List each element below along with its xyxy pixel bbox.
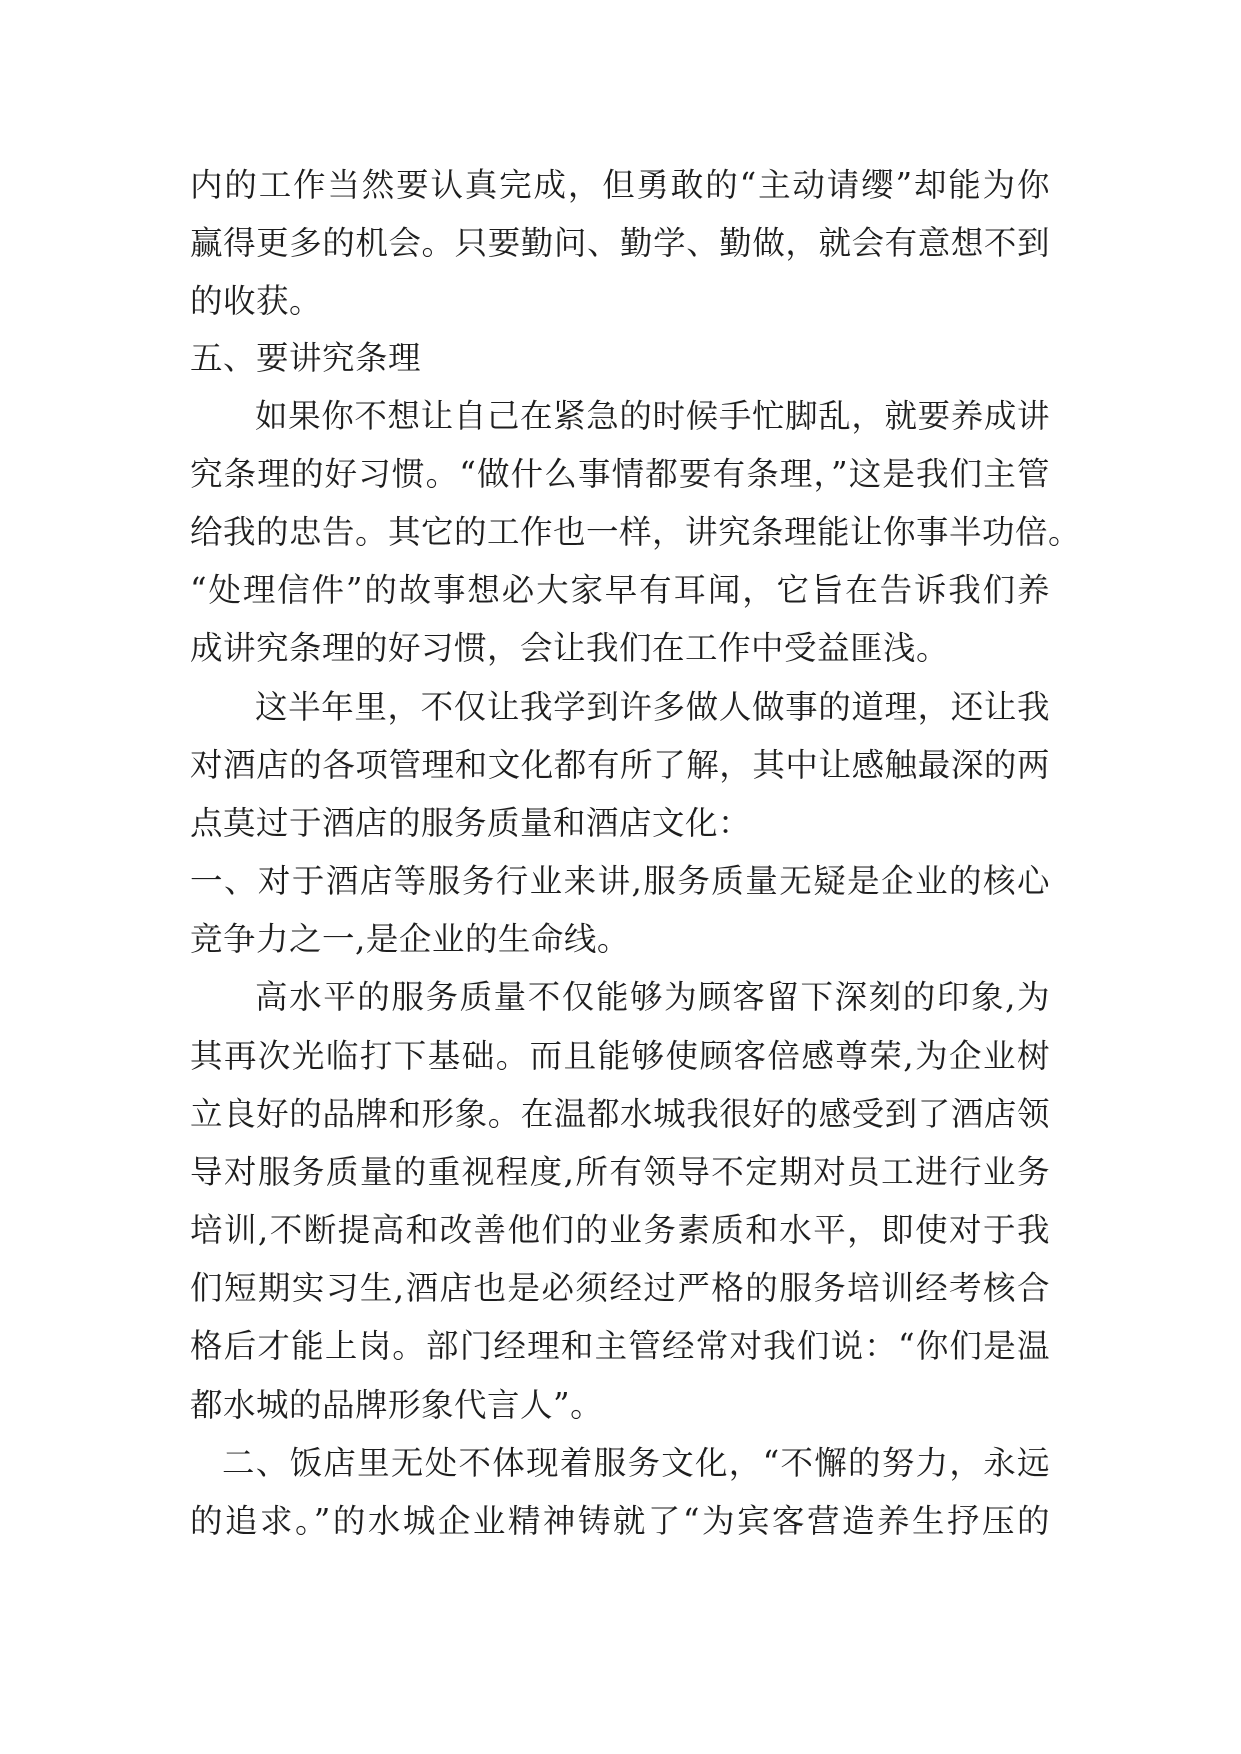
- section-heading-5: 五、要讲究条理: [190, 339, 422, 377]
- body-line-3: 的收获。: [190, 282, 323, 320]
- section-heading-1: 一、对于酒店等服务行业来讲,服务质量无疑是企业的核心: [190, 862, 1050, 900]
- body-line-6: 究条理的好习惯。“做什么事情都要有条理，”这是我们主管: [190, 455, 1050, 493]
- body-line-14: 竞争力之一,是企业的生命线。: [190, 920, 630, 958]
- body-line-9: 成讲究条理的好习惯，会让我们在工作中受益匪浅。: [190, 629, 950, 667]
- body-line-22: 都水城的品牌形象代言人”。: [190, 1386, 604, 1424]
- body-line-20: 们短期实习生,酒店也是必须经过严格的服务培训经考核合: [190, 1269, 1050, 1307]
- body-line-19: 培训,不断提高和改善他们的业务素质和水平，即使对于我: [190, 1211, 1050, 1249]
- body-line-16: 其再次光临打下基础。而且能够使顾客倍感尊荣,为企业树: [190, 1037, 1050, 1075]
- body-line-24: 的追求。”的水城企业精神铸就了“为宾客营造养生抒压的: [190, 1502, 1050, 1540]
- body-line-10: 这半年里，不仅让我学到许多做人做事的道理，还让我: [255, 688, 1050, 726]
- body-line-15: 高水平的服务质量不仅能够为顾客留下深刻的印象,为: [255, 978, 1050, 1016]
- body-line-2: 赢得更多的机会。只要勤问、勤学、勤做，就会有意想不到: [190, 224, 1050, 262]
- section-heading-2: 二、饭店里无处不体现着服务文化，“不懈的努力，永远: [222, 1444, 1050, 1482]
- body-line-7: 给我的忠告。其它的工作也一样，讲究条理能让你事半功倍。: [190, 513, 1082, 551]
- body-line-17: 立良好的品牌和形象。在温都水城我很好的感受到了酒店领: [190, 1095, 1050, 1133]
- body-line-1: 内的工作当然要认真完成，但勇敢的“主动请缨”却能为你: [190, 166, 1050, 204]
- body-line-11: 对酒店的各项管理和文化都有所了解，其中让感触最深的两: [190, 746, 1050, 784]
- body-line-12: 点莫过于酒店的服务质量和酒店文化：: [190, 804, 752, 842]
- body-line-18: 导对服务质量的重视程度,所有领导不定期对员工进行业务: [190, 1153, 1050, 1191]
- body-line-5: 如果你不想让自己在紧急的时候手忙脚乱，就要养成讲: [255, 397, 1050, 435]
- body-line-21: 格后才能上岗。部门经理和主管经常对我们说：“你们是温: [190, 1327, 1050, 1365]
- body-line-8: “处理信件”的故事想必大家早有耳闻，它旨在告诉我们养: [190, 571, 1050, 609]
